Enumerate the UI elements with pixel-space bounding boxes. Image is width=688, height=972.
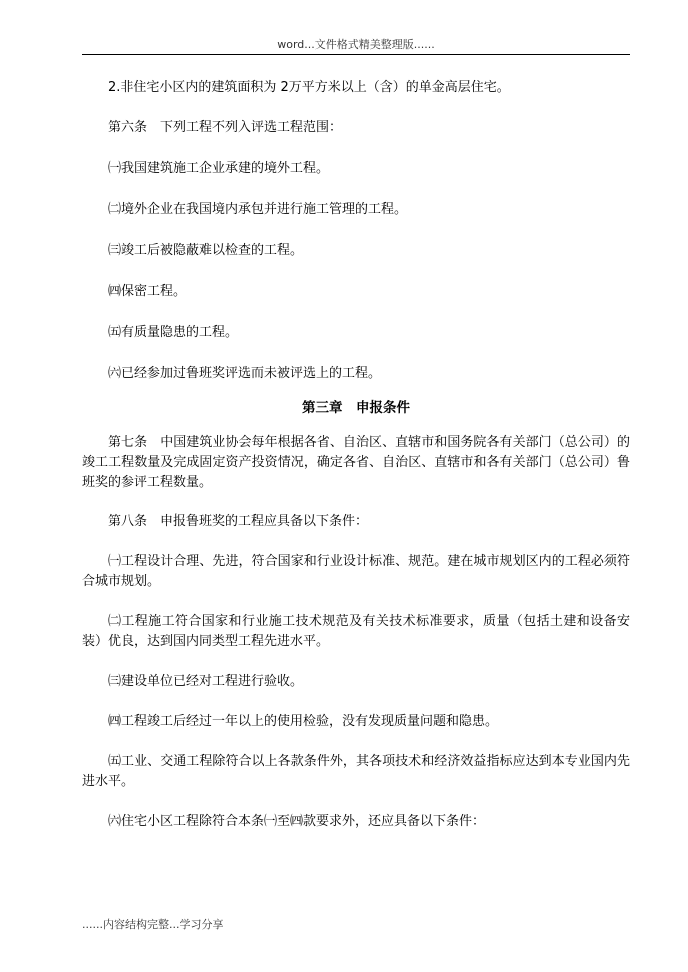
page-header: word...文件格式精美整理版...... (277, 38, 435, 51)
list-item: ㈤工业、交通工程除符合以上各款条件外，其各项技术和经济效益指标应达到本专业国内先进水平。 (82, 754, 630, 789)
article-6-heading: 第六条 下列工程不列入评选工程范围： (108, 120, 343, 135)
page-footer: ......内容结构完整...学习分享 (82, 918, 224, 931)
list-item: ㈡工程施工符合国家和行业施工技术规范及有关技术标准要求，质量（包括土建和设备安装）优良，达到国内同类型工程先进水平。 (82, 614, 630, 649)
list-item: ㈥已经参加过鲁班奖评选而未被评选上的工程。 (108, 366, 382, 381)
list-item: ㈡境外企业在我国境内承包并进行施工管理的工程。 (108, 202, 408, 217)
article-8-heading: 第八条 申报鲁班奖的工程应具备以下条件： (108, 514, 369, 529)
chapter-title: 第三章 申报条件 (302, 400, 410, 416)
header-divider (82, 54, 630, 55)
paragraph-item-2: 2.非住宅小区内的建筑面积为 2万平方米以上（含）的单金高层住宅。 (108, 80, 510, 95)
article-7: 第七条 中国建筑业协会每年根据各省、自治区、直辖市和国务院各有关部门（总公司）的竣工工程数量及完成固定资产投资情况，确定各省、自治区、直辖市和各有关部门（总公司）鲁班奖的参评工程数量。 (82, 435, 630, 490)
list-item: ㈢竣工后被隐蔽难以检查的工程。 (108, 243, 304, 258)
list-item: ㈠我国建筑施工企业承建的境外工程。 (108, 161, 330, 176)
document-body (82, 78, 630, 832)
list-item: ㈢建设单位已经对工程进行验收。 (108, 674, 304, 689)
list-item: ㈣保密工程。 (108, 284, 187, 299)
list-item: ㈠工程设计合理、先进，符合国家和行业设计标准、规范。建在城市规划区内的工程必须符合城市规划。 (82, 554, 630, 589)
list-item: ㈤有质量隐患的工程。 (108, 325, 239, 340)
list-item: ㈣工程竣工后经过一年以上的使用检验，没有发现质量问题和隐患。 (108, 714, 499, 729)
list-item: ㈥住宅小区工程除符合本条㈠至㈣款要求外，还应具备以下条件： (108, 814, 486, 829)
